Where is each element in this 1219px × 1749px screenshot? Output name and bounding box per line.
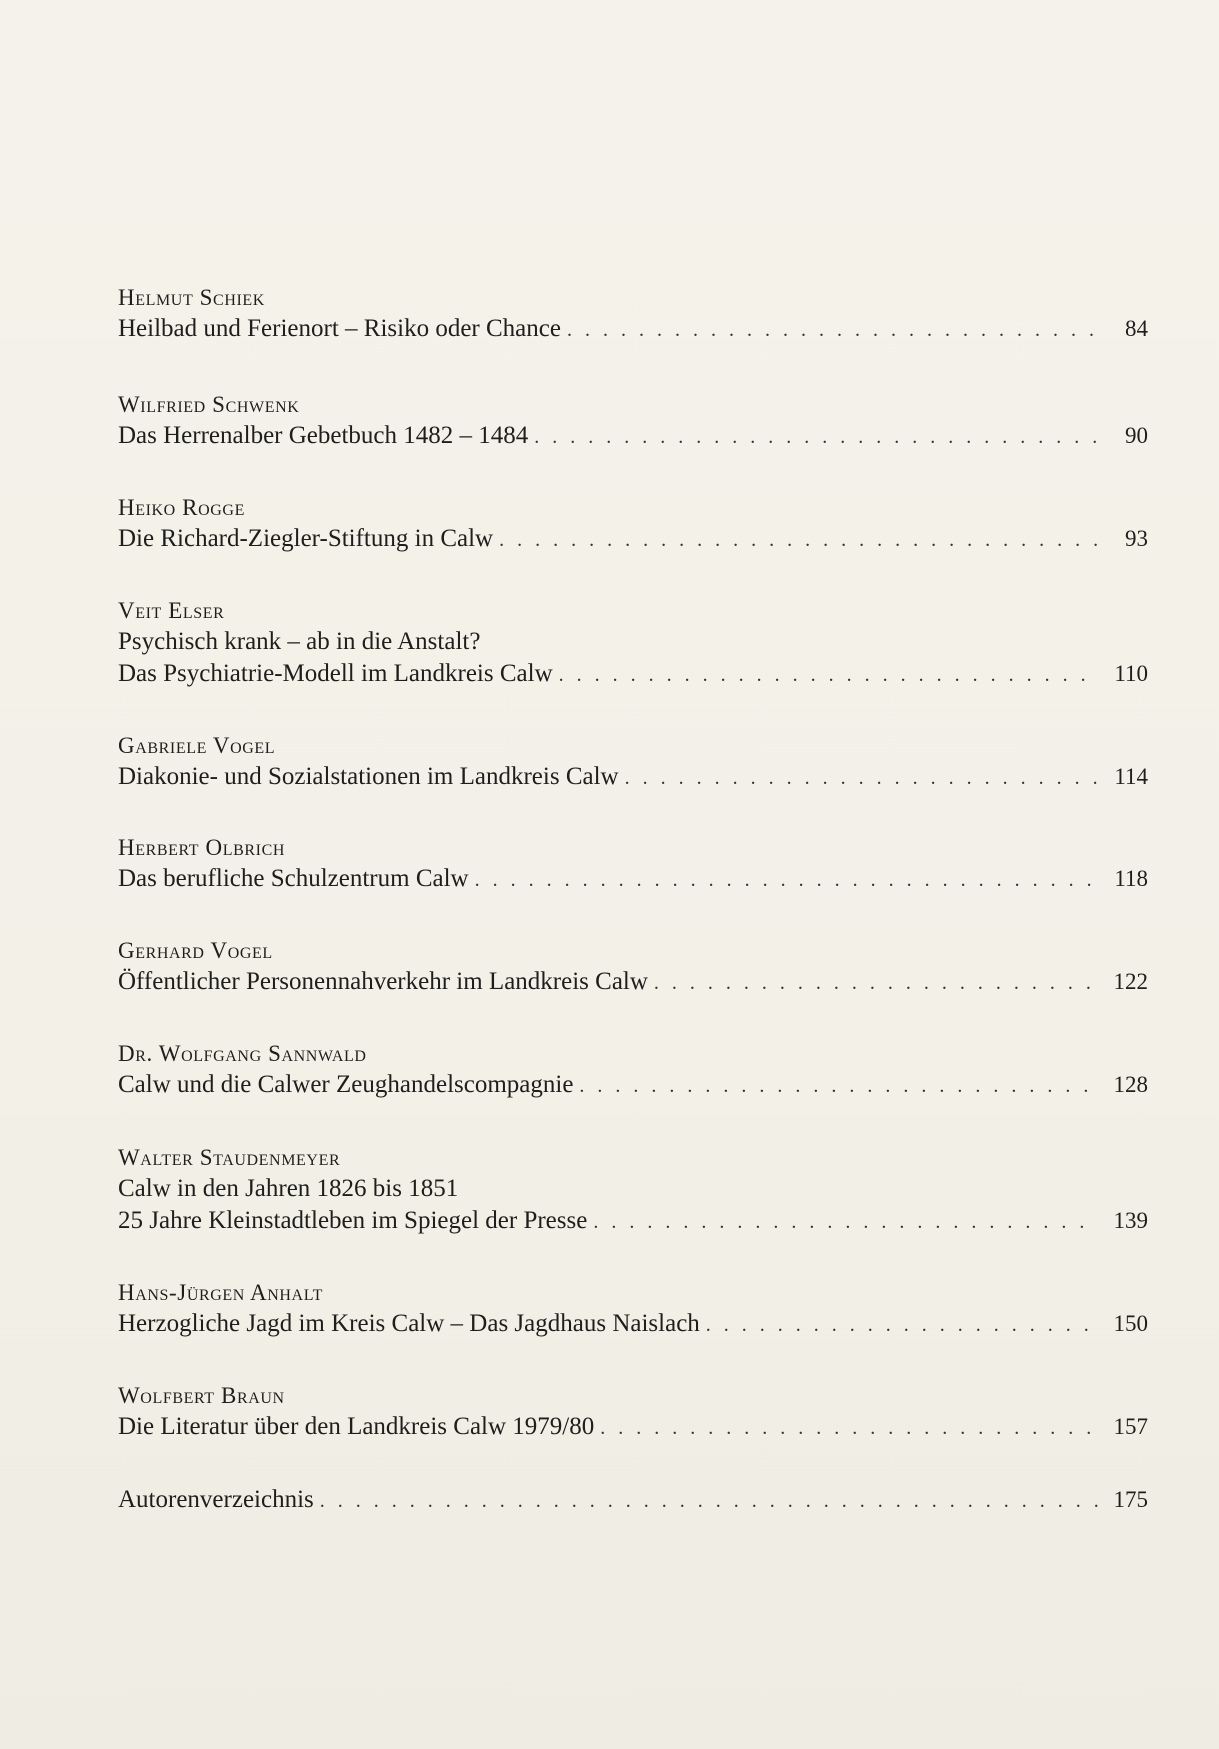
entry-page-number: 157	[1113, 1414, 1148, 1439]
leader-dots	[600, 1412, 1098, 1444]
entry-title-line	[118, 863, 1148, 895]
entry-title-line	[118, 313, 1148, 345]
entry-title: Das Herrenalber Gebetbuch 1482 – 1484	[118, 422, 529, 449]
entry-page-number: 139	[1113, 1208, 1148, 1233]
entry-title: Calw und die Calwer Zeughandelscompagnie	[118, 1071, 574, 1098]
entry-title: Die Richard-Ziegler-Stiftung in Calw	[118, 525, 494, 552]
entry-title-line	[118, 1069, 1148, 1101]
toc-entry-gabriele-vogel	[118, 733, 1148, 793]
entry-author: Herbert Olbrich	[118, 835, 286, 860]
leader-dots	[320, 1485, 1098, 1517]
leader-dots	[625, 762, 1098, 794]
entry-title: Öffentlicher Personennahverkehr im Landkreis Calw	[118, 968, 648, 995]
entry-author: Gerhard Vogel	[118, 938, 273, 963]
entry-author: Veit Elser	[118, 598, 225, 623]
entry-page-number: 114	[1114, 764, 1148, 789]
leader-dots	[475, 864, 1098, 896]
entry-author: Wolfbert Braun	[118, 1383, 285, 1408]
toc-entry-sannwald	[118, 1041, 1148, 1101]
entry-title: Psychisch krank – ab in die Anstalt?	[118, 628, 481, 655]
entry-title-line	[118, 761, 1148, 793]
entry-author: Gabriele Vogel	[118, 733, 276, 758]
entry-author: Wilfried Schwenk	[118, 392, 300, 417]
entry-title-line	[118, 658, 1148, 690]
entry-page-number: 150	[1113, 1311, 1148, 1336]
toc-entry-braun	[118, 1383, 1148, 1443]
entry-page-number: 122	[1113, 969, 1148, 994]
entry-title-line	[118, 1484, 1148, 1516]
entry-title-line	[118, 1308, 1148, 1340]
entry-title-line	[118, 523, 1148, 555]
toc-entry-rogge	[118, 495, 1148, 555]
entry-page-number: 128	[1113, 1072, 1148, 1097]
leader-dots	[579, 1070, 1098, 1102]
toc-entry-gerhard-vogel	[118, 938, 1148, 998]
entry-title-line	[118, 966, 1148, 998]
entry-page-number: 90	[1125, 423, 1148, 448]
toc-entry-autorenverzeichnis	[118, 1484, 1148, 1516]
entry-page-number: 118	[1114, 866, 1148, 891]
toc-entry-anhalt	[118, 1280, 1148, 1340]
entry-title-line	[118, 420, 1148, 452]
entry-page-number: 93	[1125, 526, 1148, 551]
entry-title: Autorenverzeichnis	[118, 1486, 314, 1513]
entry-subtitle: Das Psychiatrie-Modell im Landkreis Calw	[118, 660, 553, 687]
entry-author: Walter Staudenmeyer	[118, 1145, 341, 1170]
entry-title: Die Literatur über den Landkreis Calw 1979/80	[118, 1413, 595, 1440]
entry-author: Heiko Rogge	[118, 495, 245, 520]
leader-dots	[654, 967, 1098, 999]
entry-author: Helmut Schiek	[118, 285, 265, 310]
entry-title: Calw in den Jahren 1826 bis 1851	[118, 1175, 459, 1202]
entry-title: Heilbad und Ferienort – Risiko oder Chance	[118, 315, 561, 342]
leader-dots	[567, 314, 1098, 346]
entry-title-line	[118, 1411, 1148, 1443]
entry-title: Herzogliche Jagd im Kreis Calw – Das Jagdhaus Naislach	[118, 1310, 700, 1337]
entry-title-line	[118, 1205, 1148, 1237]
entry-author: Dr. Wolfgang Sannwald	[118, 1041, 367, 1066]
toc-entry-schiek	[118, 285, 1148, 345]
leader-dots	[559, 659, 1098, 691]
entry-subtitle: 25 Jahre Kleinstadtleben im Spiegel der Presse	[118, 1207, 588, 1234]
entry-title: Diakonie- und Sozialstationen im Landkreis Calw	[118, 763, 619, 790]
toc-entry-staudenmeyer	[118, 1145, 1148, 1237]
entry-page-number: 110	[1114, 661, 1148, 686]
leader-dots	[499, 524, 1098, 556]
leader-dots	[534, 421, 1098, 453]
entry-page-number: 175	[1113, 1487, 1148, 1512]
entry-page-number: 84	[1125, 316, 1148, 341]
leader-dots	[593, 1206, 1098, 1238]
leader-dots	[706, 1309, 1098, 1341]
toc-entry-elser	[118, 598, 1148, 690]
entry-author: Hans-Jürgen Anhalt	[118, 1280, 323, 1305]
entry-title: Das berufliche Schulzentrum Calw	[118, 865, 469, 892]
toc-entry-schwenk	[118, 392, 1148, 452]
toc-entry-olbrich	[118, 835, 1148, 895]
entry-title-line	[118, 626, 1148, 658]
entry-title-line	[118, 1173, 1148, 1205]
